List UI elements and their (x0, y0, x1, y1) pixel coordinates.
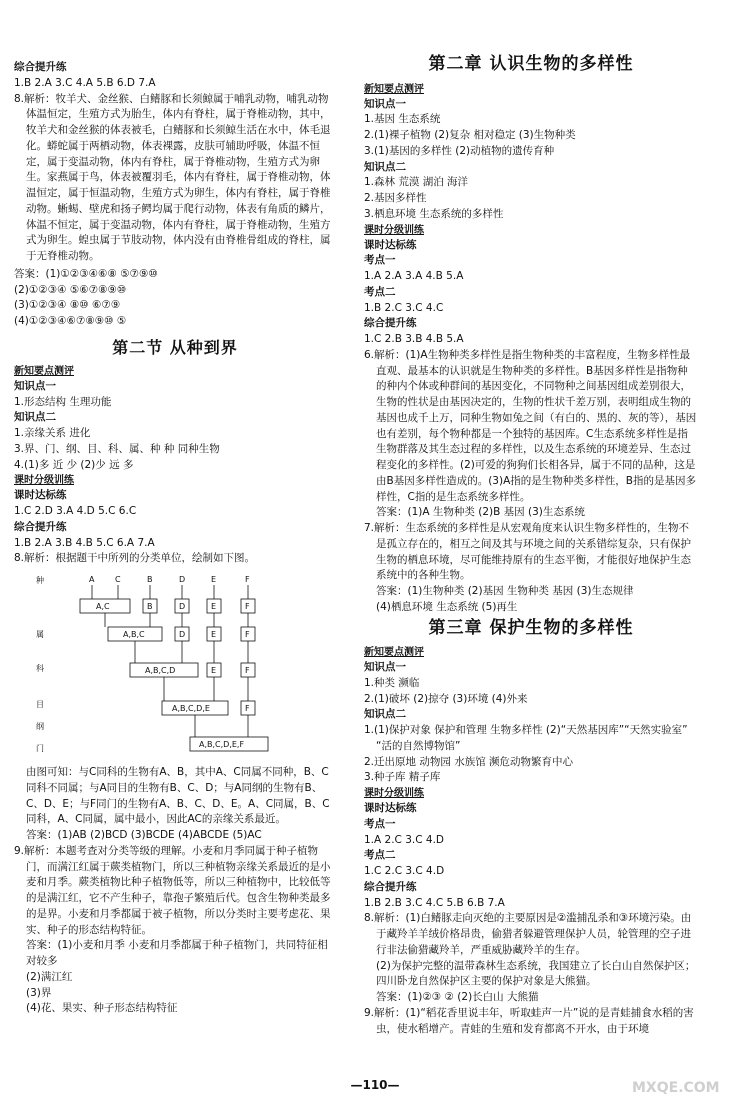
level-label: 目 (36, 700, 44, 709)
answer-line: (3)界 (26, 986, 52, 999)
answer-line: 1.A 2.C 3.C 4.D (364, 833, 445, 846)
classification-tree-diagram (32, 571, 292, 761)
family-box-label: E (211, 630, 217, 639)
explanation-paragraph: 8.解析：(1)白鳍豚走向灭绝的主要原因是②滥捕乱杀和③环境污染。由于藏羚羊羊绒价格昂贵，偷猎者躲避管理保护人员，轮管理的空子进行非法偷猎藏羚羊，严重威胁藏羚羊的生存。 (364, 912, 692, 956)
answer-line: 4.(1)多 近 少 (2)少 远 多 (14, 458, 134, 471)
species-label: B (147, 575, 153, 584)
subsection-heading: 课时分级训练 (364, 788, 424, 799)
family-box-label: D (179, 630, 186, 639)
answer-line: 答案：(1)①②③④⑥⑧ ⑤⑦⑨⑩ (14, 267, 158, 280)
answer-line: 1.基因 生态系统 (364, 113, 441, 126)
section-heading: 综合提升练 (364, 317, 417, 330)
answer-line: (4)①②③④⑥⑦⑧⑨⑩ ⑤ (14, 315, 127, 327)
genus-box-label: D (179, 602, 186, 611)
species-label: E (211, 575, 217, 584)
chapter-title: 第三章 保护生物的多样性 (428, 617, 634, 638)
section-heading: 课时达标练 (14, 489, 67, 502)
answer-line: 答案：(1)AB (2)BCD (3)BCDE (4)ABCDE (5)AC (26, 829, 262, 841)
answer-line: (4)栖息环境 生态系统 (5)再生 (376, 600, 518, 613)
subsection-heading: 新知要点测评 (364, 83, 424, 95)
exam-point-heading: 考点一 (364, 817, 396, 830)
answer-line: 1.C 2.B 3.B 4.B 5.A (364, 333, 464, 345)
answer-line: (2)满江红 (26, 970, 73, 983)
explanation-paragraph: 9.解析：(1)“稻花香里说丰年，听取蛙声一片”说的是青蛙捕食水稻的害虫，使水稻增产。青蛙的生殖和发育都离不开水，由于环境 (364, 1006, 694, 1035)
answer-line: 1.B 2.C 3.C 4.C (364, 301, 444, 314)
answer-line: 2.(1)破坏 (2)掠夺 (3)环境 (4)外来 (364, 692, 528, 705)
species-label: C (115, 575, 121, 584)
exam-point-heading: 考点二 (364, 849, 396, 862)
knowledge-point-heading: 知识点一 (14, 379, 56, 392)
subsection-heading: 课时分级训练 (364, 224, 424, 236)
species-label: A (89, 575, 95, 584)
watermark-text: MXQE.COM (632, 1080, 720, 1096)
explanation-paragraph: 8.解析：根据题干中所列的分类单位，绘制如下图。 (14, 552, 256, 565)
level-label: 门 (36, 744, 44, 753)
answer-line: 1.森林 荒漠 湖泊 海洋 (364, 176, 469, 189)
family-box-label: F (245, 630, 250, 639)
explanation-paragraph: 由图可知：与C同科的生物有A、B，其中A、C同属不同种，B、C同科不同属；与A同目的生物有B、C、D；与A同纲的生物有B、C、D、E；与F同门的生物有A、B、C、D、E。A、C同属，B、C同科，A、C同属，属中最小，因此AC的亲缘关系最近。 (26, 766, 330, 826)
section-title: 第二节 从种到界 (112, 337, 238, 357)
answer-line: 1.C 2.C 3.C 4.D (364, 865, 445, 877)
answer-line: (4)花、果实、种子形态结构特征 (26, 1002, 178, 1015)
order-box-label: A,B,C,D (145, 666, 176, 675)
level-label: 种 (36, 576, 44, 585)
answer-line: 答案：(1)A 生物种类 (2)B 基因 (3)生态系统 (376, 506, 585, 519)
section-heading: 课时达标练 (364, 238, 417, 251)
species-label: F (245, 575, 250, 584)
answer-line: 答案：(1)②③ ② (2)长白山 大熊猫 (376, 991, 539, 1003)
answer-line: (3)①②③④ ⑧⑩ ⑥⑦⑨ (14, 299, 121, 312)
explanation-paragraph: (2)为保护完整的温带森林生态系统，我国建立了长白山自然保护区；四川卧龙自然保护区主要的保护对象是大熊猫。 (376, 959, 696, 988)
explanation-paragraph: 8.解析：牧羊犬、金丝猴、白鳍豚和长须鲸属于哺乳动物，哺乳动物体温恒定，生殖方式为胎生，体内有脊柱，属于脊椎动物，其中，牧羊犬和金丝猴的体表被毛，白鳍豚和长须鲸生活在水中，体毛退化。蟒蛇属于两栖动物，体表裸露，皮肤可辅助呼吸，体温不恒定，属于变温动物，体内有脊柱，属于脊椎动物，生殖方式为卵生。家燕属于鸟，体表被覆羽毛，体内有脊柱，属于脊椎动物，体温恒定，属于恒温动物，生殖方式为卵生，体内有脊柱，属于脊椎动物。蜥蜴、壁虎和扬子鳄均属于爬行动物，体表有角质的鳞片，体温不恒定，属于变温动物，体内有脊柱，属于脊椎动物，生殖方式为卵生。蝗虫属于节肢动物，体内没有由脊椎骨组成的脊柱，属于无脊椎动物。 (14, 92, 331, 262)
knowledge-point-heading: 知识点二 (364, 708, 406, 721)
subsection-heading: 新知要点测评 (364, 647, 424, 658)
genus-box-label: E (211, 602, 217, 611)
genus-box-label: A,C (96, 602, 110, 611)
left-column (14, 60, 336, 1017)
explanation-paragraph: 7.解析：生态系统的多样性是从宏观角度来认识生物多样性的，生物不是孤立存在的，相互之间及其与环境之间的关系错综复杂，只有保护生物的栖息环境，尽可能维持原有的生态平衡，才能很好地保护生态系统中的各种生物。 (364, 522, 691, 582)
exam-point-heading: 考点一 (364, 254, 396, 267)
answer-line: 2.基因多样性 (364, 192, 427, 204)
knowledge-point-heading: 知识点一 (364, 97, 406, 110)
answer-block (14, 267, 336, 330)
level-label: 属 (36, 630, 44, 639)
family-box-label: A,B,C (123, 630, 145, 639)
knowledge-point-heading: 知识点二 (14, 411, 56, 424)
answer-line: 答案：(1)生物种类 (2)基因 生物种类 基因 (3)生态规律 (376, 585, 634, 597)
explanation-paragraph: 9.解析：本题考查对分类等级的理解。小麦和月季同属于种子植物门，而满江红属于蕨类植物门，所以三种植物亲缘关系最近的是小麦和月季。蕨类植物比种子植物低等，所以三种植物中，比较低等的是满江红，它不产生种子，靠孢子繁殖后代。包含生物种类最多的是界。小麦和月季都属于被子植物，所以分类时主要考虑花、果实、种子的形态结构特征。 (14, 844, 331, 936)
answer-line: (2)①②③④ ⑤⑥⑦⑧⑨⑩ (14, 283, 127, 296)
answer-line: 3.栖息环境 生态系统的多样性 (364, 207, 504, 220)
section-heading: 综合提升练 (14, 61, 67, 73)
answer-line: 1.B 2.B 3.C 4.C 5.B 6.B 7.A (364, 896, 505, 909)
explanation-paragraph: 6.解析：(1)A生物种类多样性是指生物种类的丰富程度，生物多样性最直观、最基本的认识就是生物种类的多样性。B基因多样性是指物种的种内个体或种群间的基因变化，不同物种之间基因组成差别很大，生物的性状是由基因决定的，生物的性状千差万别，表明组成生物的基因也成千上万，同种生物如兔之间（有白的、黑的、灰的等），基因也有差别，每个物种都是一个独特的基因库。C生态系统多样性是指生物群落及其生态过程的多样性，以及生态系统的环境差异、生态过程变化的多样性。(2)可爱的狗狗们长相各异，属于不同的品种，这是由B基因多样性造成的。(3)A指的是生物种类多样性，B指的是基因多样性，C指的是生态系统多样性。 (364, 348, 697, 503)
answer-line: 答案：(1)小麦和月季 小麦和月季都属于种子植物门，共同特征相对较多 (26, 939, 328, 967)
section-heading: 综合提升练 (14, 520, 67, 533)
answer-line: 3.种子库 精子库 (364, 771, 441, 784)
subsection-heading: 课时分级训练 (14, 475, 74, 487)
order-box-label: E (211, 666, 217, 675)
phylum-box-label: A,B,C,D,E,F (199, 740, 245, 749)
exam-point-heading: 考点二 (364, 285, 396, 298)
level-label: 科 (36, 664, 44, 673)
section-heading: 课时达标练 (364, 802, 417, 814)
class-box-label: A,B,C,D,E (172, 704, 210, 713)
answer-line: 2.(1)裸子植物 (2)复杂 相对稳定 (3)生物种类 (364, 129, 576, 141)
order-box-label: F (245, 666, 250, 675)
answer-line: 1.种类 濒临 (364, 676, 420, 689)
genus-box-label: B (147, 602, 153, 611)
answer-line: 1.A 2.A 3.A 4.B 5.A (364, 270, 464, 282)
class-box-label: F (245, 704, 250, 713)
answer-line: 1.形态结构 生理功能 (14, 395, 112, 408)
genus-box-label: F (245, 602, 250, 611)
right-column (364, 52, 698, 1037)
knowledge-point-heading: 知识点一 (364, 661, 406, 673)
answer-line: 1.B 2.A 3.C 4.A 5.B 6.D 7.A (14, 76, 156, 89)
chapter-title: 第二章 认识生物的多样性 (428, 54, 634, 74)
answer-line: 3.(1)基因的多样性 (2)动植物的遗传育种 (364, 144, 555, 157)
answer-line: 1.B 2.A 3.B 4.B 5.C 6.A 7.A (14, 536, 155, 549)
species-label: D (179, 575, 186, 584)
knowledge-point-heading: 知识点二 (364, 160, 406, 173)
answer-line: 3.界、门、纲、目、科、属、种 种 同种生物 (14, 442, 220, 455)
section-heading: 综合提升练 (364, 880, 417, 893)
subsection-heading: 新知要点测评 (14, 365, 74, 377)
level-label: 纲 (36, 722, 44, 731)
page-number: —110— (350, 1078, 400, 1092)
answer-line: 2.迁出原地 动物园 水族馆 濒危动物繁育中心 (364, 755, 574, 768)
watermark-logo (632, 1050, 742, 1100)
answer-line: 1.(1)保护对象 保护和管理 生物多样性 (2)“天然基因库”“天然实验室” “活的自然博物馆” (364, 724, 688, 752)
answer-line: 1.C 2.D 3.A 4.D 5.C 6.C (14, 505, 137, 517)
answer-line: 1.亲缘关系 进化 (14, 427, 91, 439)
